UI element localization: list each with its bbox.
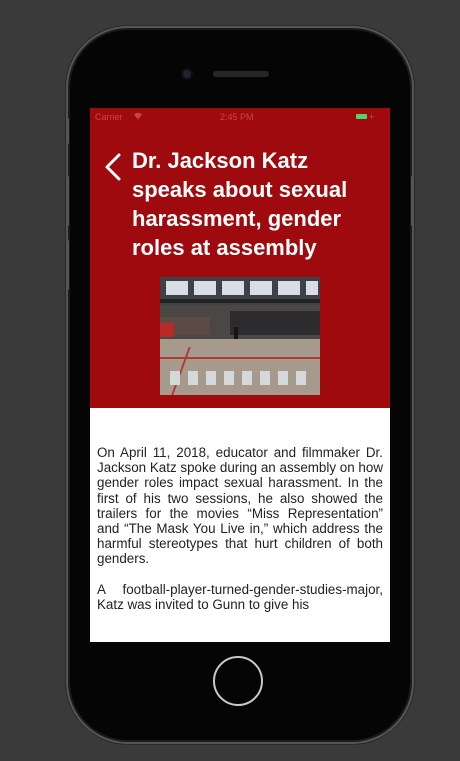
carrier-label: Carrier — [95, 112, 123, 122]
article-photo — [160, 277, 320, 395]
article-paragraph-2: A football-player-turned-gender-studies-major, Katz was invited to Gunn to give his — [97, 581, 383, 612]
earpiece-speaker — [213, 71, 269, 77]
article-title: Dr. Jackson Katz speaks about sexual harassment, gender roles at assembly — [132, 148, 348, 260]
screen — [90, 108, 390, 642]
back-button[interactable] — [102, 152, 126, 182]
battery-icon — [356, 114, 367, 119]
volume-down-button — [66, 240, 69, 290]
article-paragraph-1: On April 11, 2018, educator and filmmaker Dr. Jackson Katz spoke during an assembly on how gender roles impact sexual harassment. In the first of his two sessions, he also showed the trailers for the movies “Miss Representation” and “The Mask You Live in,” which address the harmful stereotypes that hurt children of both genders. — [97, 445, 383, 567]
volume-up-button — [66, 176, 69, 226]
power-button — [411, 176, 414, 226]
status-bar — [90, 108, 390, 126]
silent-switch — [66, 118, 69, 144]
phone-frame — [70, 30, 410, 740]
battery-tip: + — [369, 112, 375, 122]
wifi-icon — [133, 111, 143, 122]
article-header — [90, 108, 390, 408]
chevron-left-icon — [102, 152, 126, 182]
home-button[interactable] — [213, 656, 263, 706]
front-camera — [183, 70, 191, 78]
article-body — [97, 445, 383, 627]
status-time: 2:45 PM — [220, 112, 254, 122]
